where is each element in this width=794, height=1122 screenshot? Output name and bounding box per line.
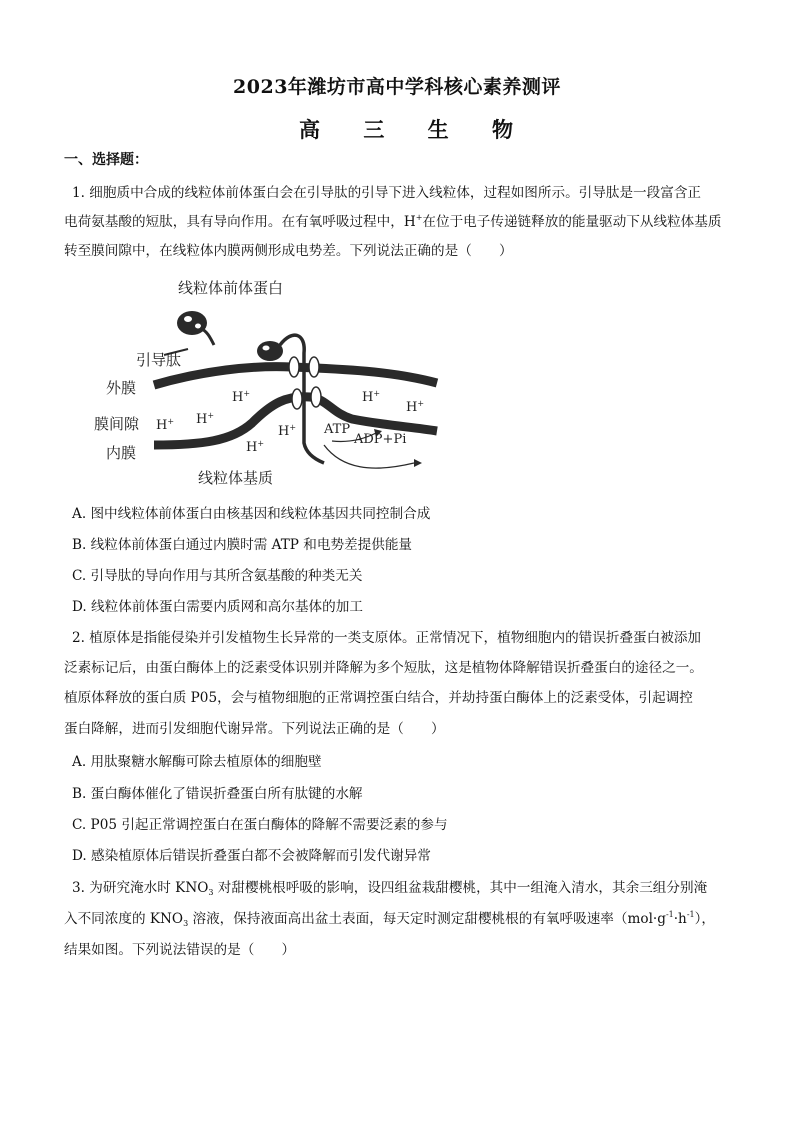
intermembrane-space-label: 膜间隙 — [94, 415, 140, 433]
atp-label: ATP — [324, 422, 351, 437]
subject-title: 高 三 生 物 — [299, 117, 531, 142]
q3-line-1: 3. 为研究淹水时 $KNO_3$ 对甜樱桃根呼吸的影响，设四组盆栽甜樱桃，其中一组淹入清水，其余三组分别淹 — [72, 880, 708, 897]
mitochondria-import-diagram — [92, 273, 442, 493]
section-heading: 一、选择题： — [64, 152, 148, 168]
q3-line-3: 结果如图。下列说法错误的是（ ） — [64, 942, 296, 958]
precursor-protein-icon — [177, 311, 214, 345]
q1-line-2: 电荷氨基酸的短肽，具有导向作用。在有氧呼吸过程中，H+在位于电子传递链释放的能量驱动下从线粒体基质 — [64, 213, 722, 230]
atp-arrow — [324, 445, 414, 468]
svg-text:H+: H+ — [362, 389, 381, 405]
exam-title: 2023年潍坊市高中学科核心素养测评 — [233, 76, 561, 98]
q1-option-a: A. 图中线粒体前体蛋白由核基因和线粒体基因共同控制合成 — [72, 506, 431, 522]
inner-membrane-label: 内膜 — [106, 444, 137, 462]
q1-option-b: B. 线粒体前体蛋白通过内膜时需 ATP 和电势差提供能量 — [72, 537, 413, 553]
svg-text:H+: H+ — [156, 417, 175, 433]
q2-option-b: B. 蛋白酶体催化了错误折叠蛋白所有肽键的水解 — [72, 786, 363, 802]
q1-line-1: 1. 细胞质中合成的线粒体前体蛋白会在引导肽的引导下进入线粒体，过程如图所示。引导肽是一段富含正 — [72, 185, 702, 201]
adp-label: ADP+Pi — [354, 432, 407, 447]
q3-line-2: 入不同浓度的 $KNO_3$ 溶液，保持液面高出盆土表面，每天定时测定甜樱桃根的有氧呼吸速率$(mol\cdot g^{-1}\cdot h^{-1})$， — [64, 910, 715, 928]
svg-text:H+: H+ — [406, 399, 425, 415]
signal-peptide-label: 引导肽 — [136, 351, 182, 369]
q1-line-3: 转至膜间隙中，在线粒体内膜两侧形成电势差。下列说法正确的是（ ） — [64, 243, 513, 259]
svg-text:H+: H+ — [196, 411, 215, 427]
q2-line-3: 植原体释放的蛋白质 P05，会与植物细胞的正常调控蛋白结合，并劫持蛋白酶体上的泛素受体，引起调控 — [64, 690, 693, 706]
q2-line-4: 蛋白降解，进而引发细胞代谢异常。下列说法正确的是（ ） — [64, 721, 445, 737]
q2-option-d: D. 感染植原体后错误折叠蛋白都不会被降解而引发代谢异常 — [72, 848, 431, 864]
precursor-label: 线粒体前体蛋白 — [178, 279, 284, 297]
matrix-label: 线粒体基质 — [198, 469, 274, 487]
q2-line-1: 2. 植原体是指能侵染并引发植物生长异常的一类支原体。正常情况下，植物细胞内的错误折叠蛋白被添加 — [72, 630, 702, 646]
q1-option-d: D. 线粒体前体蛋白需要内质网和高尔基体的加工 — [72, 599, 363, 615]
svg-text:H+: H+ — [232, 389, 251, 405]
q2-option-a: A. 用肽聚糖水解酶可除去植原体的细胞壁 — [72, 754, 322, 770]
outer-membrane-label: 外膜 — [106, 379, 137, 397]
svg-text:H+: H+ — [246, 439, 265, 455]
q2-line-2: 泛素标记后，由蛋白酶体上的泛素受体识别并降解为多个短肽，这是植物体降解错误折叠蛋白的途径之一。 — [64, 660, 703, 676]
svg-text:H+: H+ — [278, 423, 297, 439]
q1-option-c: C. 引导肽的导向作用与其所含氨基酸的种类无关 — [72, 568, 363, 584]
q2-option-c: C. P05 引起正常调控蛋白在蛋白酶体的降解不需要泛素的参与 — [72, 817, 448, 833]
